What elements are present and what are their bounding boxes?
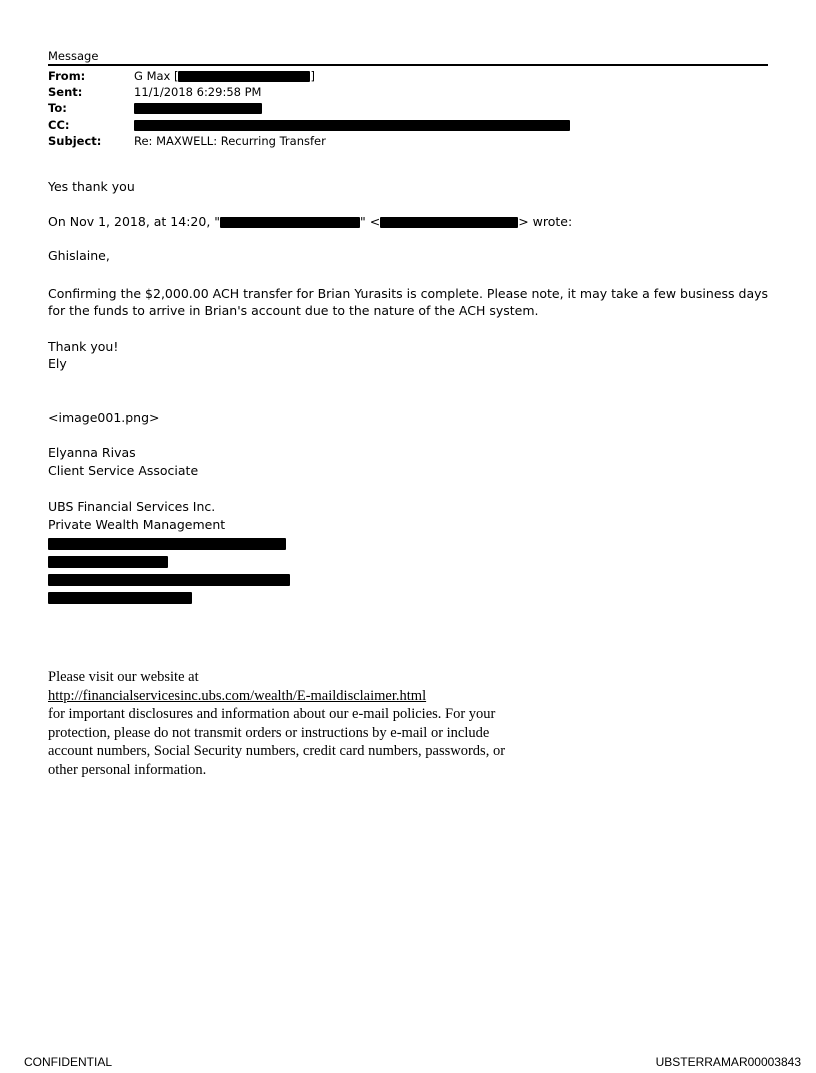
redaction <box>134 120 570 131</box>
header-divider <box>48 64 768 66</box>
body-paragraph: Confirming the $2,000.00 ACH transfer for Brian Yurasits is complete. Please note, it may take a few business days for the funds to arrive in Brian's account due to the nature of the ACH system. <box>48 286 769 318</box>
header-sent-value: 11/1/2018 6:29:58 PM <box>134 85 262 99</box>
signature-title: Client Service Associate <box>48 463 199 478</box>
header-to-value <box>134 100 262 116</box>
quote-intro: On Nov 1, 2018, at 14:20, " " < > wrote: <box>48 214 573 229</box>
signature-company: UBS Financial Services Inc. <box>48 499 216 514</box>
header-from-label: From: <box>48 69 86 83</box>
image-placeholder: <image001.png> <box>48 410 160 425</box>
redaction <box>178 71 310 82</box>
closing-line-1: Thank you! <box>48 339 119 354</box>
redaction <box>48 574 290 586</box>
footer-bates-number: UBSTERRAMAR00003843 <box>655 1055 801 1069</box>
header-to-label: To: <box>48 101 67 115</box>
disclaimer-body: for important disclosures and information about our e-mail policies. For your protection, please do not transmit orders or instructions by e-mail or include account numbers, Social Security numbers, credit card numbers, passwords, or other personal information. <box>48 706 506 778</box>
disclaimer <box>48 668 508 779</box>
disclaimer-link[interactable]: http://financialservicesinc.ubs.com/wealth/E-maildisclaimer.html <box>48 687 427 704</box>
signature-name: Elyanna Rivas <box>48 445 136 460</box>
closing-line-2: Ely <box>48 356 67 371</box>
redaction <box>134 103 262 114</box>
redaction <box>380 217 518 228</box>
header-cc-label: CC: <box>48 118 70 132</box>
redaction <box>220 217 360 228</box>
header-sent-label: Sent: <box>48 85 83 99</box>
salutation: Ghislaine, <box>48 248 110 263</box>
header-subject-value: Re: MAXWELL: Recurring Transfer <box>134 134 326 148</box>
redaction <box>48 556 168 568</box>
footer-confidential: CONFIDENTIAL <box>24 1055 113 1069</box>
redaction <box>48 592 192 604</box>
header-subject-label: Subject: <box>48 134 102 148</box>
header-from-value: G Max [ ] <box>134 69 315 83</box>
redaction <box>48 538 286 550</box>
disclaimer-intro: Please visit our website at <box>48 669 199 685</box>
reply-text: Yes thank you <box>48 179 135 194</box>
message-label: Message <box>48 49 99 63</box>
signature-division: Private Wealth Management <box>48 517 226 532</box>
header-cc-value <box>134 117 570 133</box>
